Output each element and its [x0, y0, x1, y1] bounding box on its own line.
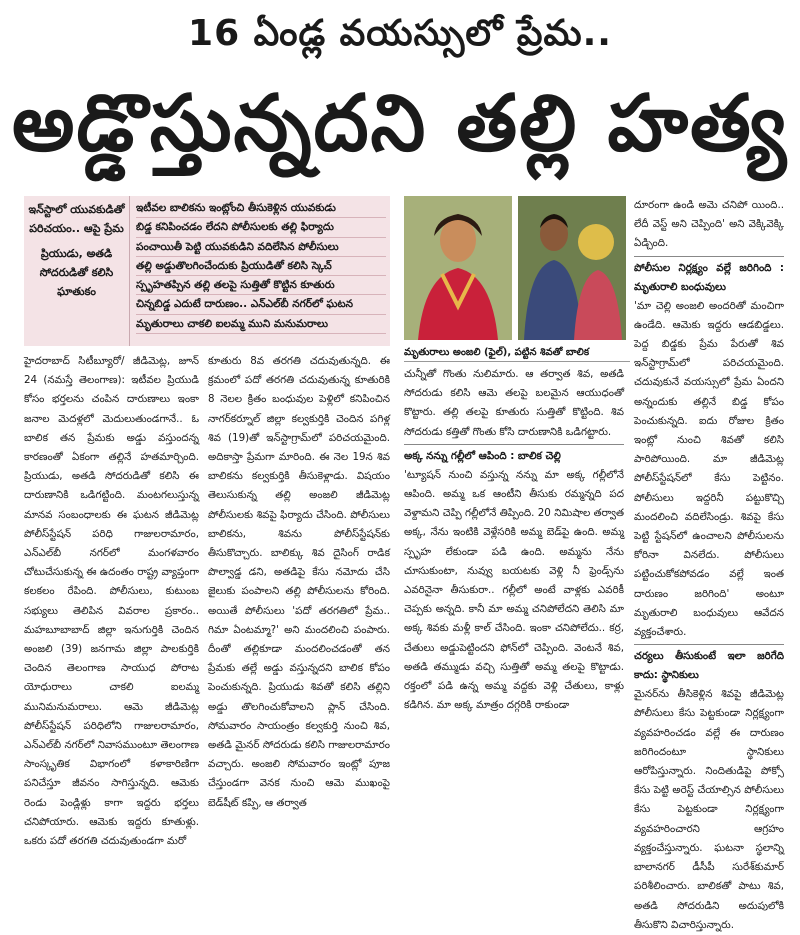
- summary-side-points: [24, 196, 130, 346]
- divider: [634, 644, 784, 645]
- summary-line: మృతురాలు చాకలి ఐలమ్మ ముని మనుమరాలు: [136, 315, 386, 334]
- side-point: ఇన్‌స్టాలో యువకుడితో పరిచయం.. ఆపై ప్రేమ: [28, 203, 125, 235]
- summary-line: తల్లి అడ్డుతొలగించేందుకు ప్రియుడితో కలిసి స్కెచ్: [136, 257, 386, 276]
- divider: [634, 256, 784, 257]
- article-paragraph: దూరంగా ఉండి అమె చనిపో యింది.. లేదీ వెస్ట్‌ అని చెప్పింది' అని వెక్కివెక్కి ఏడ్చింది.: [634, 199, 784, 250]
- victim-photo: [404, 196, 512, 340]
- section-subhead: పోలీసుల నిర్లక్ష్యం వల్లే జరిగింది : మృతురాలి బంధువులు: [634, 261, 784, 293]
- summary-bullets: [136, 199, 386, 334]
- article-paragraph: 'ట్యూషన్‌ నుంచి వస్తున్న నన్ను మా అక్క గల్లీలోనే ఆపింది. అమ్మ ఒక ఆంటీని తీసుకు రమ్మన్నది పద వెళ్దామని చెప్పి గల్లీలోనే తిప్పింది. 20 నిమిషాల తర్వాత అక్క, నేను ఇంటికి వెళ్లేసరికి అమ్మ బెడ్‌పై ఉంది. అమ్మ స్పృహ లేకుండా పడి ఉంది. అమ్మను నేను చూసుకుంటా, నువ్వు బయటకు వెళ్లి నీ ఫ్రెండ్స్‌ను ఎవరినైనా తీసుకురా.. గల్లీలో అంటే వాళ్లకు ఎవరికీ చెప్పకు అన్నది. కానీ మా అమ్మ చనిపోలేదని తెలిసి మా అక్క శివకు మళ్లీ కాల్‌ చేసింది. ఇంకా చనిపోలేదు.. కర్ర, చేతులు అడ్డుపెట్టిందని ఫోన్‌లో చెప్పింది. వెంటనే శివ, అతడి తమ్ముడు వచ్చి సుత్తితో అమ్మ తలపై కొట్టాడు. రక్తంలో పడి ఉన్న అమ్మ వద్దకు వెళ్లి చేతులు, కాళ్లు కడిగిన. మా అక్క మాత్రం దగ్గరికి రాకుండా: [404, 468, 624, 712]
- article-column-4: [634, 196, 784, 935]
- summary-line: ఇటీవల బాలికను ఇంట్లోంచి తీసుకెళ్లిన యువకుడు: [136, 199, 386, 218]
- accused-photo: [518, 196, 626, 340]
- article-column-2: [208, 352, 390, 813]
- kicker-headline: 16 ఏండ్ల వయస్సులో ప్రేమ..: [188, 13, 612, 54]
- summary-line: స్పృహతప్పిన తల్లి తలపై సుత్తితో కొట్టిన కూతురు: [136, 276, 386, 295]
- article-column-3: [404, 365, 624, 715]
- article-paragraph: చున్నీతో గొంతు నులిమారు. ఆ తర్వాత శివ, అతడి సోదరుడు కలిసి ఆమె తలపై బలమైన ఆయుధంతో కొట్టారు. తల్లి తలపై కూతురు సుత్తితో కొట్టింది. శివ సోదరుడు కత్తితో గొంతు కోసి దారుణానికి ఒడిగట్టారు.: [404, 368, 624, 438]
- article-paragraph: కూతురు 8వ తరగతి చదువుతున్నది. ఈ క్రమంలో పదో తరగతి చదువుతున్న కూతురికి 8 నెలల క్రితం బంధువుల పెళ్లిలో కనిపించిన నాగర్‌కర్నూల్‌ జిల్లా కల్వకుర్తికి చెందిన పగిళ్ల శివ (19)తో ఇన్‌స్టాగ్రామ్‌లో పరిచయమైంది. అదికాస్తా ప్రేమగా మారింది. ఈ నెల 19న శివ బాలికను కల్వకుర్తికి తీసుకెళ్లాడు. విషయం తెలుసుకున్న తల్లి అంజలి జీడిమెట్ల పోలీసులకు శివపై ఫిర్యాదు చేసింది. పోలీసులు బాలికను, శివను పోలీస్‌స్టేషన్‌కు తీసుకొచ్చారు. బాలిక్కు శివ దైసింగ్‌ రాడిక పొల్వాడ్డ డని, అతడిపై కేసు నమోదు చేసి జైలుకు పంపాలని తల్లి పోలీసులను కోరింది. అయితే పోలీసులు 'పదో తరగతిలో ప్రేమ.. గిమా ఏంటమ్మా?' అని మందలించి పంపారు. దీంతో తల్లికూడా మందలించడంతో తన ప్రేమకు తల్లే అడ్డు వస్తున్నదని బాలిక కోపం పెంచుకున్నది. ప్రియుడు శివతో కలిసి తల్లిని అడ్డు తొలగించుకోవాలని ప్లాన్‌ చేసింది. సోమవారం సాయంత్రం కల్వకుర్తి నుంచి శివ, అతడి మైనర్‌ సోదరుడు కలిసి గాజులరామారం వచ్చారు. అంజలి సోమవారం ఇంట్లో పూజ చేస్తుండగా వెనక నుంచి ఆమె ముఖంపై బెడ్‌షీట్‌ కప్పి, ఆ తర్వాత: [208, 355, 390, 809]
- section-subhead: అక్క నన్ను గల్లీలో ఆపింది : బాలిక చెల్లి: [404, 449, 561, 462]
- article-paragraph: హైదరాబాద్‌ సిటీబ్యూరో/ జీడిమెట్ల, జూన్‌ 24 (నమస్తే తెలంగాణ): ఇటీవల ప్రియుడి కోసం భర్తలను చంపిన దారుణాలు ఇంకా జనాల మెదళ్లలో మెదులుతుండగానే.. ఓ బాలిక తన ప్రేమకు అడ్డు వస్తుందన్న కారణంతో ఏకంగా తల్లినే హతమార్చింది. ప్రియుడు, అతడి సోదరుడితో కలిసి ఈ దారుణానికి ఒడిగట్టింది. మంటగలుస్తున్న మానవ సంబంధాలకు ఈ ఘటన జీడిమెట్ల పోలీస్‌స్టేషన్‌ పరిధి గాజులరామారం, ఎన్‌ఎల్‌బీ నగర్‌లో మంగళవారం చోటుచేసుకున్న ఈ ఉదంతం రాష్ట్ర వ్యాప్తంగా కలకలం రేపింది. పోలీసులు, కుటుంబ సభ్యులు తెలిపిన వివరాల ప్రకారం.. మహబూబాబాద్‌ జిల్లా ఇనుగుర్తికి చెందిన అంజలి (39) జనగామ జిల్లా పాలకుర్తికి చెందిన తెలంగాణ సాయుధ పోరాట యోధురాలు చాకలి ఐలమ్మ మునిమనుమరాలు. ఆమె జీడిమెట్ల పోలీస్‌స్టేషన్‌ పరిధిలోని గాజులరామారం, ఎన్‌ఎల్‌బీ నగర్‌లో నివాసముంటూ తెలంగాణ సాంస్కృతిక విభాగంలో కళాకారిణిగా పనిచేస్తూ జీవనం సాగిస్తున్నది. ఆమెకు రెండు పెండ్లిళ్లు కాగా ఇద్దరు భర్తలు చనిపోయారు. ఆమెకు ఇద్దరు కూతుళ్లు. ఒకరు పదో తరగతి చదువుతుండగా మరో: [24, 355, 199, 848]
- summary-line: చిన్నబిడ్డ ఎదుటే దారుణం.. ఎన్‌ఎల్‌బీ నగర్‌లో ఘటన: [136, 295, 386, 314]
- divider: [404, 444, 624, 445]
- summary-line: పంచాయితీ పెట్టి యువకుడిని వదిలేసిన పోలీసులు: [136, 238, 386, 257]
- main-headline: అడ్డొస్తున్నదని తల్లి హత్య: [11, 79, 789, 169]
- woman-portrait-image: [404, 196, 512, 340]
- article-paragraph: మైనర్‌ను తీసికెళ్లిన శివపై జీడిమెట్ల పోలీసులు కేసు పెట్టకుండా నిర్లక్ష్యంగా వ్యవహరించడం వల్లే ఈ దారుణం జరిగిందంటూ స్థానికులు ఆరోపిస్తున్నారు. నిందితుడిపై పోక్సో కేసు పెట్టి అరెస్ట్‌ చేయాల్సిన పోలీసులు కేసు పెట్టకుండా నిర్లక్ష్యంగా వ్యవహరించారని ఆగ్రహం వ్యక్తంచేస్తున్నారు. ఘటనా స్థలాన్ని బాలానగర్‌ డీసీపీ సురేశ్‌కుమార్‌ పరిశీలించారు. బాలికతో పాటు శివ, అతడి సోదరుడిని అదుపులోకి తీసుకొని విచారిస్తున్నారు.: [634, 688, 784, 931]
- summary-line: బిడ్డ కనిపించడం లేదని పోలీసులకు తల్లి ఫిర్యాదు: [136, 218, 386, 237]
- summary-box: [24, 196, 390, 346]
- side-point: ప్రియుడు, అతడి సోదరుడితో కలిసి ఘాతుకం: [39, 247, 114, 298]
- section-subhead: చర్యలు తీసుకుంటే ఇలా జరిగేది కాదు: స్థానికులు: [634, 650, 784, 682]
- article-column-1: [24, 352, 199, 851]
- photo-caption: మృతురాలు అంజలి (ఫైల్), పట్టిన శివతో బాలిక: [404, 345, 630, 362]
- article-paragraph: 'మా చెల్లి అంజలి అందరితో మంచిగా ఉండేది. ఆమెకు ఇద్దరు ఆడబిడ్డలు. పెద్ద బిడ్డకు ప్రేమ పేరుతో శివ ఇన్‌స్టాగ్రామ్‌లో పరిచయమైంది. చదువుకునే వయస్సులో ప్రేమ ఏందని అన్నందుకు తల్లినే బిడ్డ కోపం పెంచుకున్నది. ఐదు రోజుల క్రితం ఇంట్లో నుంచి శివతో కలిసి పారిపోయింది. మా జీడిమెట్ల పోలీస్‌స్టేషన్‌లో కేసు పెట్టినం. పోలీసులు ఇద్దరినీ పట్టుకొచ్చి మందలించి వదిలేసిండ్రు. శివపై కేసు పెట్టి స్టేషన్‌లో ఉంచాలని పోలీసులను కోరినా వినలేదు. పోలీసులు పట్టించుకోకపోవడం వల్లే ఇంత దారుణం జరిగింది' అంటూ మృతురాలి బంధువులు ఆవేదన వ్యక్తంచేశారు.: [634, 299, 784, 639]
- couple-photo-image: [518, 196, 626, 340]
